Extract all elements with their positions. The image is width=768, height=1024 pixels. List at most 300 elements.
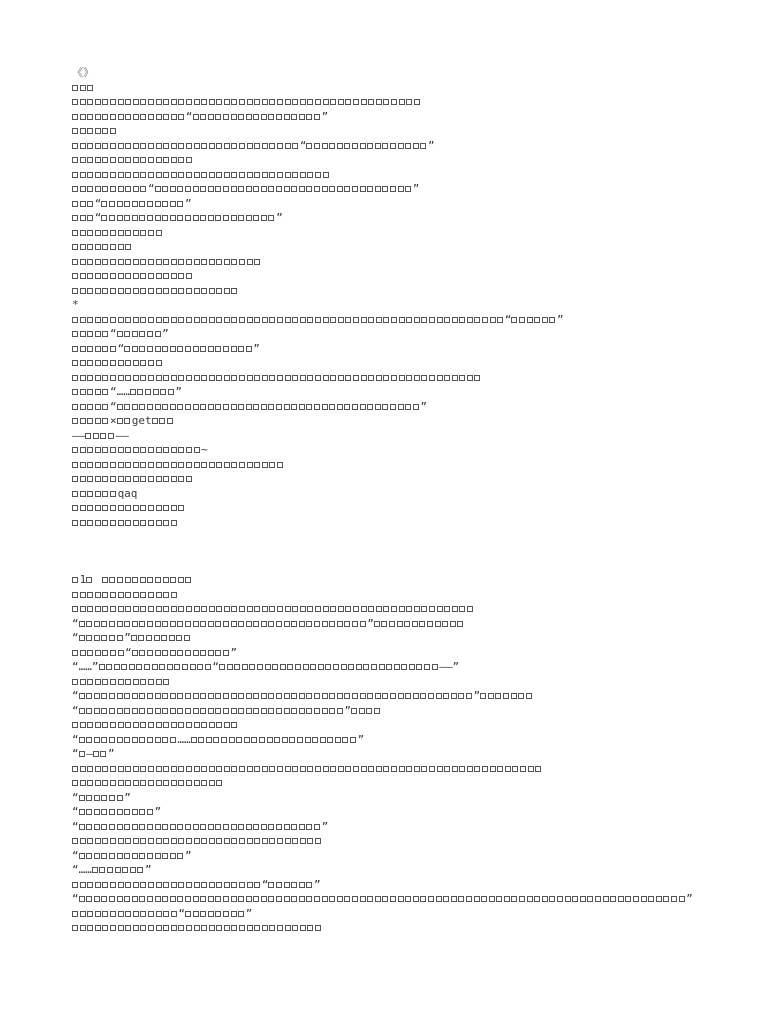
glyph-box bbox=[102, 99, 108, 105]
glyph-box bbox=[268, 896, 274, 902]
glyph-box bbox=[80, 418, 86, 424]
glyph-box bbox=[147, 201, 153, 207]
glyph-box bbox=[452, 766, 458, 772]
glyph-box bbox=[306, 882, 312, 888]
glyph-box bbox=[284, 708, 290, 714]
glyph-box bbox=[405, 693, 411, 699]
text-line bbox=[72, 733, 732, 748]
glyph-box bbox=[87, 346, 93, 352]
glyph-box bbox=[132, 215, 138, 221]
glyph-box bbox=[125, 375, 131, 381]
glyph-box bbox=[186, 462, 192, 468]
glyph-box bbox=[133, 375, 139, 381]
glyph-box bbox=[155, 693, 161, 699]
glyph-box bbox=[118, 925, 124, 931]
glyph-box bbox=[140, 476, 146, 482]
glyph-box bbox=[163, 882, 169, 888]
glyph-box bbox=[224, 766, 230, 772]
glyph-box bbox=[159, 664, 165, 670]
glyph-box bbox=[231, 317, 237, 323]
glyph-box bbox=[133, 288, 139, 294]
glyph-box bbox=[276, 186, 282, 192]
glyph-box bbox=[156, 230, 162, 236]
text-line bbox=[72, 834, 732, 849]
glyph-box bbox=[208, 114, 214, 120]
glyph-box bbox=[314, 824, 320, 830]
glyph-box bbox=[87, 244, 93, 250]
glyph-box bbox=[136, 664, 142, 670]
glyph-box bbox=[118, 99, 124, 105]
glyph-box bbox=[80, 230, 86, 236]
glyph-box bbox=[79, 896, 85, 902]
glyph-box bbox=[80, 404, 86, 410]
glyph-box bbox=[253, 186, 259, 192]
glyph-box bbox=[139, 331, 145, 337]
glyph-box bbox=[262, 375, 268, 381]
glyph-box bbox=[170, 215, 176, 221]
glyph-box bbox=[80, 157, 86, 163]
glyph-box bbox=[185, 708, 191, 714]
glyph-box bbox=[139, 404, 145, 410]
text-line bbox=[72, 892, 732, 907]
glyph-box bbox=[186, 838, 192, 844]
glyph-box bbox=[247, 882, 253, 888]
glyph-box bbox=[520, 766, 526, 772]
glyph-box bbox=[147, 215, 153, 221]
glyph-box bbox=[80, 679, 86, 685]
glyph-box bbox=[171, 462, 177, 468]
glyph-box bbox=[125, 317, 131, 323]
glyph-box bbox=[72, 215, 78, 221]
glyph-box bbox=[200, 693, 206, 699]
glyph-box bbox=[185, 693, 191, 699]
glyph-box bbox=[102, 317, 108, 323]
glyph-box bbox=[132, 201, 138, 207]
glyph-box bbox=[511, 317, 517, 323]
glyph-box bbox=[194, 462, 200, 468]
glyph-box bbox=[497, 766, 503, 772]
glyph-box bbox=[95, 99, 101, 105]
glyph-box bbox=[95, 317, 101, 323]
glyph-box bbox=[459, 375, 465, 381]
glyph-box bbox=[389, 621, 395, 627]
glyph-box bbox=[360, 404, 366, 410]
glyph-box bbox=[80, 505, 86, 511]
glyph-box bbox=[156, 99, 162, 105]
glyph-box bbox=[200, 824, 206, 830]
glyph-box bbox=[184, 635, 190, 641]
glyph-box bbox=[534, 896, 540, 902]
glyph-box bbox=[95, 186, 101, 192]
glyph-box bbox=[163, 780, 169, 786]
glyph-box bbox=[398, 186, 404, 192]
glyph-box bbox=[518, 693, 524, 699]
glyph-box bbox=[216, 780, 222, 786]
glyph-box bbox=[156, 476, 162, 482]
glyph-box bbox=[110, 288, 116, 294]
glyph-box bbox=[133, 911, 139, 917]
glyph-box bbox=[130, 867, 136, 873]
glyph-box bbox=[285, 172, 291, 178]
glyph-box bbox=[352, 621, 358, 627]
glyph-box bbox=[118, 476, 124, 482]
glyph-box bbox=[147, 693, 153, 699]
glyph-box bbox=[118, 375, 124, 381]
glyph-box bbox=[110, 143, 116, 149]
glyph-box bbox=[284, 824, 290, 830]
glyph-box bbox=[94, 896, 100, 902]
glyph-box bbox=[201, 172, 207, 178]
glyph-box bbox=[109, 621, 115, 627]
glyph-box bbox=[110, 491, 116, 497]
glyph-box bbox=[238, 896, 244, 902]
glyph-box bbox=[338, 99, 344, 105]
close-quote: ” bbox=[367, 616, 374, 630]
glyph-box bbox=[178, 838, 184, 844]
glyph-box bbox=[125, 244, 131, 250]
glyph-box bbox=[95, 650, 101, 656]
glyph-box bbox=[269, 766, 275, 772]
glyph-box bbox=[194, 172, 200, 178]
close-quote: ” bbox=[245, 906, 253, 920]
glyph-box bbox=[383, 766, 389, 772]
glyph-box bbox=[314, 143, 320, 149]
glyph-box bbox=[110, 172, 116, 178]
glyph-box bbox=[391, 317, 397, 323]
glyph-box bbox=[315, 317, 321, 323]
glyph-box bbox=[94, 853, 100, 859]
glyph-box bbox=[306, 824, 312, 830]
close-quote: ” bbox=[145, 863, 152, 876]
glyph-box bbox=[292, 143, 298, 149]
glyph-box bbox=[148, 780, 154, 786]
glyph-box bbox=[95, 882, 101, 888]
glyph-box bbox=[140, 606, 146, 612]
glyph-box bbox=[79, 809, 85, 815]
glyph-box bbox=[216, 838, 222, 844]
glyph-box bbox=[200, 911, 206, 917]
open-quote: “ bbox=[117, 341, 125, 355]
glyph-box bbox=[155, 621, 161, 627]
glyph-box bbox=[94, 693, 100, 699]
glyph-box bbox=[139, 809, 145, 815]
glyph-box bbox=[148, 838, 154, 844]
glyph-box bbox=[185, 577, 191, 583]
glyph-box bbox=[437, 606, 443, 612]
glyph-box bbox=[186, 172, 192, 178]
glyph-box bbox=[474, 896, 480, 902]
glyph-box bbox=[72, 925, 78, 931]
glyph-box bbox=[100, 751, 106, 757]
glyph-box bbox=[117, 693, 123, 699]
text-line bbox=[72, 660, 732, 675]
glyph-box bbox=[110, 99, 116, 105]
glyph-box bbox=[367, 143, 373, 149]
glyph-box bbox=[117, 418, 123, 424]
glyph-box bbox=[186, 882, 192, 888]
glyph-box bbox=[148, 172, 154, 178]
glyph-box bbox=[208, 693, 214, 699]
glyph-box bbox=[80, 375, 86, 381]
glyph-box bbox=[170, 896, 176, 902]
glyph-box bbox=[398, 404, 404, 410]
glyph-box bbox=[125, 838, 131, 844]
glyph-box bbox=[303, 664, 309, 670]
glyph-box bbox=[338, 375, 344, 381]
glyph-box bbox=[115, 867, 121, 873]
glyph-box bbox=[162, 737, 168, 743]
glyph-box bbox=[124, 853, 130, 859]
glyph-box bbox=[102, 128, 108, 134]
glyph-box bbox=[163, 679, 169, 685]
glyph-box bbox=[87, 418, 93, 424]
glyph-box bbox=[247, 259, 253, 265]
text-line bbox=[72, 805, 732, 820]
ellipsis: …… bbox=[177, 732, 191, 746]
glyph-box bbox=[285, 317, 291, 323]
glyph-box bbox=[329, 404, 335, 410]
document-body bbox=[72, 66, 732, 936]
glyph-box bbox=[178, 172, 184, 178]
glyph-box bbox=[360, 621, 366, 627]
glyph-box bbox=[186, 606, 192, 612]
text-line bbox=[72, 211, 732, 226]
glyph-box bbox=[420, 896, 426, 902]
glyph-box bbox=[277, 838, 283, 844]
glyph-box bbox=[132, 621, 138, 627]
open-quote: “ bbox=[504, 312, 512, 326]
glyph-box bbox=[102, 157, 108, 163]
glyph-box bbox=[178, 447, 184, 453]
glyph-box bbox=[109, 708, 115, 714]
glyph-box bbox=[140, 360, 146, 366]
glyph-box bbox=[80, 99, 86, 105]
glyph-box bbox=[269, 99, 275, 105]
glyph-box bbox=[216, 259, 222, 265]
glyph-box bbox=[80, 143, 86, 149]
glyph-box bbox=[452, 606, 458, 612]
glyph-box bbox=[156, 360, 162, 366]
glyph-box bbox=[177, 404, 183, 410]
glyph-box bbox=[133, 679, 139, 685]
glyph-box bbox=[549, 317, 555, 323]
glyph-box bbox=[193, 621, 199, 627]
glyph-box bbox=[80, 592, 86, 598]
glyph-box bbox=[231, 882, 237, 888]
glyph-box bbox=[352, 143, 358, 149]
glyph-box bbox=[171, 606, 177, 612]
glyph-box bbox=[162, 404, 168, 410]
glyph-box bbox=[94, 737, 100, 743]
glyph-box bbox=[117, 853, 123, 859]
glyph-box bbox=[194, 288, 200, 294]
glyph-box bbox=[292, 606, 298, 612]
glyph-box bbox=[109, 693, 115, 699]
glyph-box bbox=[118, 288, 124, 294]
glyph-box bbox=[209, 780, 215, 786]
glyph-box bbox=[87, 114, 93, 120]
glyph-box bbox=[72, 230, 78, 236]
open-quote: “ bbox=[72, 747, 79, 760]
glyph-box bbox=[154, 635, 160, 641]
glyph-box bbox=[451, 896, 457, 902]
glyph-box bbox=[133, 186, 139, 192]
glyph-box bbox=[178, 505, 184, 511]
glyph-box bbox=[80, 331, 86, 337]
glyph-box bbox=[382, 693, 388, 699]
glyph-box bbox=[163, 505, 169, 511]
glyph-box bbox=[375, 693, 381, 699]
glyph-box bbox=[292, 99, 298, 105]
close-quote: ” bbox=[276, 211, 283, 224]
glyph-box bbox=[109, 737, 115, 743]
glyph-box bbox=[231, 896, 237, 902]
glyph-box bbox=[549, 896, 555, 902]
glyph-box bbox=[542, 317, 548, 323]
glyph-box bbox=[587, 896, 593, 902]
glyph-box bbox=[177, 650, 183, 656]
glyph-box bbox=[146, 635, 152, 641]
glyph-box bbox=[125, 592, 131, 598]
glyph-box bbox=[133, 157, 139, 163]
glyph-box bbox=[200, 896, 206, 902]
glyph-box bbox=[80, 172, 86, 178]
glyph-box bbox=[505, 766, 511, 772]
glyph-box bbox=[87, 157, 93, 163]
glyph-box bbox=[101, 896, 107, 902]
glyph-box bbox=[93, 751, 99, 757]
glyph-box bbox=[110, 476, 116, 482]
glyph-box bbox=[156, 172, 162, 178]
glyph-box bbox=[391, 99, 397, 105]
text-line bbox=[72, 472, 732, 487]
glyph-box bbox=[246, 186, 252, 192]
glyph-box bbox=[138, 635, 144, 641]
glyph-box bbox=[194, 766, 200, 772]
glyph-box bbox=[118, 462, 124, 468]
open-quote: “ bbox=[125, 645, 132, 659]
glyph-box bbox=[72, 346, 78, 352]
glyph-box bbox=[435, 621, 441, 627]
glyph-box bbox=[277, 462, 283, 468]
glyph-box bbox=[269, 172, 275, 178]
glyph-box bbox=[229, 737, 235, 743]
glyph-box bbox=[177, 824, 183, 830]
glyph-box bbox=[193, 896, 199, 902]
glyph-box bbox=[178, 476, 184, 482]
text-line bbox=[72, 718, 732, 733]
glyph-box bbox=[314, 693, 320, 699]
glyph-box bbox=[414, 317, 420, 323]
glyph-box bbox=[163, 288, 169, 294]
glyph-box bbox=[330, 99, 336, 105]
glyph-box bbox=[201, 925, 207, 931]
glyph-box bbox=[329, 896, 335, 902]
glyph-box bbox=[118, 780, 124, 786]
glyph-box bbox=[277, 375, 283, 381]
glyph-box bbox=[86, 824, 92, 830]
glyph-box bbox=[140, 172, 146, 178]
glyph-box bbox=[102, 925, 108, 931]
glyph-box bbox=[87, 925, 93, 931]
glyph-box bbox=[95, 331, 101, 337]
glyph-box bbox=[375, 896, 381, 902]
glyph-box bbox=[368, 99, 374, 105]
text-line bbox=[72, 414, 732, 429]
glyph-box bbox=[148, 288, 154, 294]
glyph-box bbox=[79, 635, 85, 641]
glyph-box bbox=[285, 375, 291, 381]
glyph-box bbox=[209, 375, 215, 381]
open-quote: “ bbox=[72, 805, 79, 818]
glyph-box bbox=[118, 172, 124, 178]
glyph-box bbox=[276, 114, 282, 120]
glyph-box bbox=[504, 896, 510, 902]
glyph-box bbox=[421, 317, 427, 323]
glyph-box bbox=[163, 462, 169, 468]
glyph-box bbox=[156, 722, 162, 728]
glyph-box bbox=[140, 722, 146, 728]
glyph-box bbox=[231, 722, 237, 728]
glyph-box bbox=[159, 418, 165, 424]
glyph-box bbox=[139, 708, 145, 714]
text-line bbox=[72, 443, 732, 458]
glyph-box bbox=[201, 882, 207, 888]
glyph-box bbox=[399, 606, 405, 612]
glyph-box bbox=[466, 896, 472, 902]
glyph-box bbox=[140, 114, 146, 120]
glyph-box bbox=[118, 606, 124, 612]
glyph-box bbox=[261, 708, 267, 714]
glyph-box bbox=[124, 621, 130, 627]
glyph-box bbox=[223, 650, 229, 656]
glyph-box bbox=[148, 99, 154, 105]
glyph-box bbox=[223, 215, 229, 221]
glyph-box bbox=[162, 896, 168, 902]
glyph-box bbox=[106, 664, 112, 670]
glyph-box bbox=[132, 404, 138, 410]
glyph-box bbox=[140, 186, 146, 192]
glyph-box bbox=[227, 664, 233, 670]
glyph-box bbox=[398, 143, 404, 149]
glyph-box bbox=[156, 606, 162, 612]
glyph-box bbox=[224, 288, 230, 294]
glyph-box bbox=[110, 505, 116, 511]
glyph-box bbox=[100, 433, 106, 439]
close-quote: ” bbox=[91, 660, 99, 673]
glyph-box bbox=[87, 331, 93, 337]
glyph-box bbox=[133, 172, 139, 178]
glyph-box bbox=[163, 375, 169, 381]
glyph-box bbox=[314, 404, 320, 410]
glyph-box bbox=[80, 766, 86, 772]
glyph-box bbox=[663, 896, 669, 902]
glyph-box bbox=[80, 606, 86, 612]
open-quote: “ bbox=[72, 660, 79, 673]
glyph-box bbox=[80, 447, 86, 453]
glyph-box bbox=[480, 693, 486, 699]
glyph-box bbox=[170, 737, 176, 743]
glyph-box bbox=[80, 215, 86, 221]
glyph-box bbox=[171, 780, 177, 786]
glyph-box bbox=[156, 273, 162, 279]
glyph-box bbox=[72, 389, 78, 395]
glyph-box bbox=[163, 606, 169, 612]
glyph-box bbox=[216, 882, 222, 888]
close-quote: ” bbox=[686, 892, 693, 905]
glyph-box bbox=[234, 664, 240, 670]
glyph-box bbox=[139, 650, 145, 656]
